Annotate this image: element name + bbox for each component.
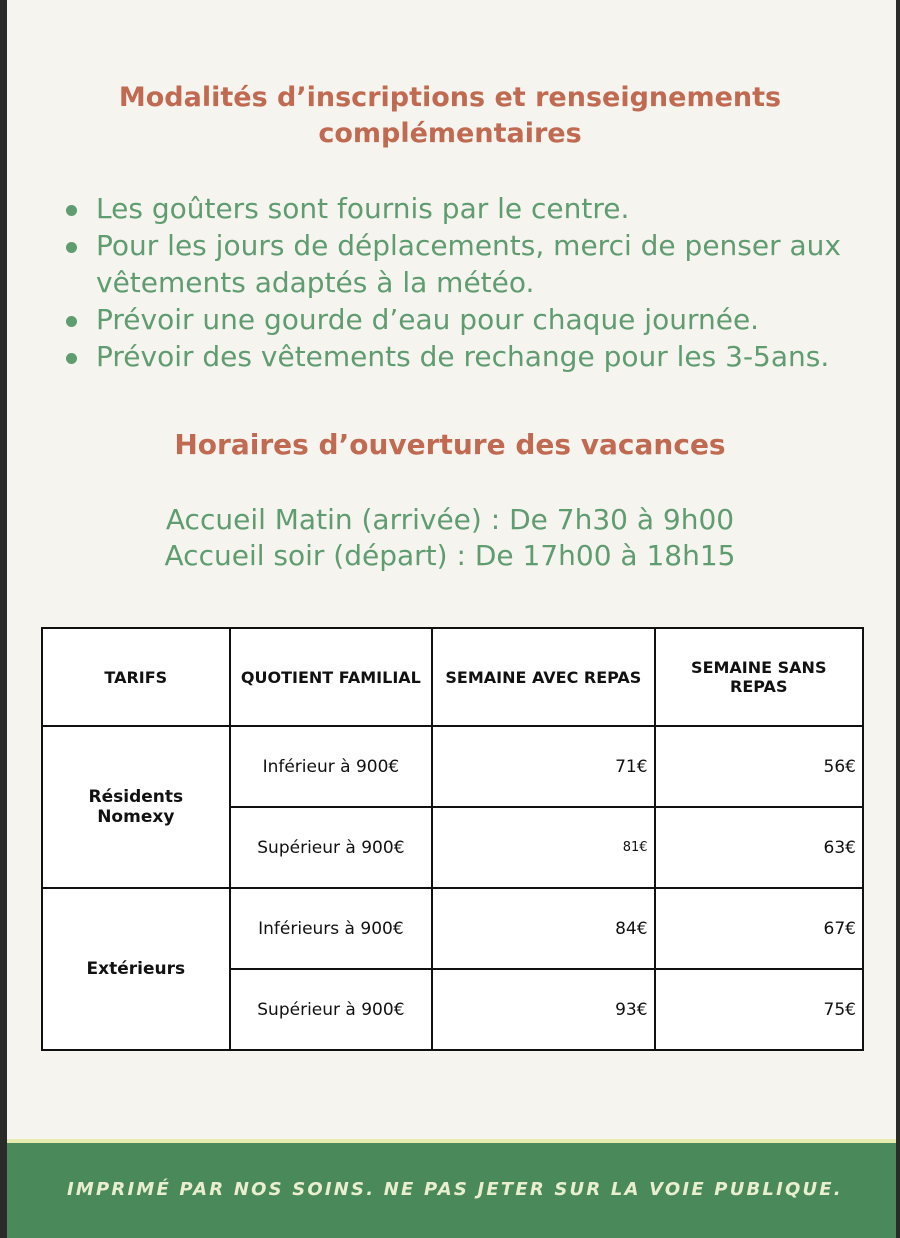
table-header-row xyxy=(42,628,863,726)
info-bullet-list xyxy=(62,190,882,375)
price-avec-repas: 81€ xyxy=(432,807,654,888)
hours-evening: Accueil soir (départ) : De 17h00 à 18h15 xyxy=(164,539,736,572)
bullet-item: Prévoir des vêtements de rechange pour les 3-5ans. xyxy=(62,338,882,375)
category-exterieurs: Extérieurs xyxy=(42,888,230,1050)
table-row xyxy=(42,726,863,807)
flyer-page xyxy=(7,0,896,1238)
header-quotient: QUOTIENT FAMILIAL xyxy=(230,628,433,726)
price-sans-repas: 67€ xyxy=(655,888,863,969)
quotient-cell: Supérieur à 900€ xyxy=(230,807,433,888)
bullet-item: Prévoir une gourde d’eau pour chaque journée. xyxy=(62,301,882,338)
section-title-modalites xyxy=(0,80,900,152)
tariff-table xyxy=(41,627,864,1051)
header-avec-repas: SEMAINE AVEC REPAS xyxy=(432,628,654,726)
quotient-cell: Inférieurs à 900€ xyxy=(230,888,433,969)
footer-banner xyxy=(7,1143,896,1238)
category-residents: Résidents Nomexy xyxy=(42,726,230,888)
price-sans-repas: 75€ xyxy=(655,969,863,1050)
header-sans-repas: SEMAINE SANS REPAS xyxy=(655,628,863,726)
bullet-item: Les goûters sont fournis par le centre. xyxy=(62,190,882,227)
quotient-cell: Supérieur à 900€ xyxy=(230,969,433,1050)
section-title-horaires: Horaires d’ouverture des vacances xyxy=(174,428,726,461)
price-sans-repas: 56€ xyxy=(655,726,863,807)
table-row xyxy=(42,888,863,969)
title-line-1: Modalités d’inscriptions et renseignements xyxy=(118,82,782,113)
price-avec-repas: 93€ xyxy=(432,969,654,1050)
bullet-item: Pour les jours de déplacements, merci de penser aux vêtements adaptés à la météo. xyxy=(62,227,882,301)
price-sans-repas: 63€ xyxy=(655,807,863,888)
price-avec-repas: 84€ xyxy=(432,888,654,969)
hours-morning: Accueil Matin (arrivée) : De 7h30 à 9h00 xyxy=(165,503,735,536)
header-tarifs: TARIFS xyxy=(42,628,230,726)
title-line-2: complémentaires xyxy=(318,118,582,149)
price-avec-repas: 71€ xyxy=(432,726,654,807)
quotient-cell: Inférieur à 900€ xyxy=(230,726,433,807)
footer-notice: IMPRIMÉ PAR NOS SOINS. NE PAS JETER SUR LA VOIE PUBLIQUE. xyxy=(67,1179,843,1200)
